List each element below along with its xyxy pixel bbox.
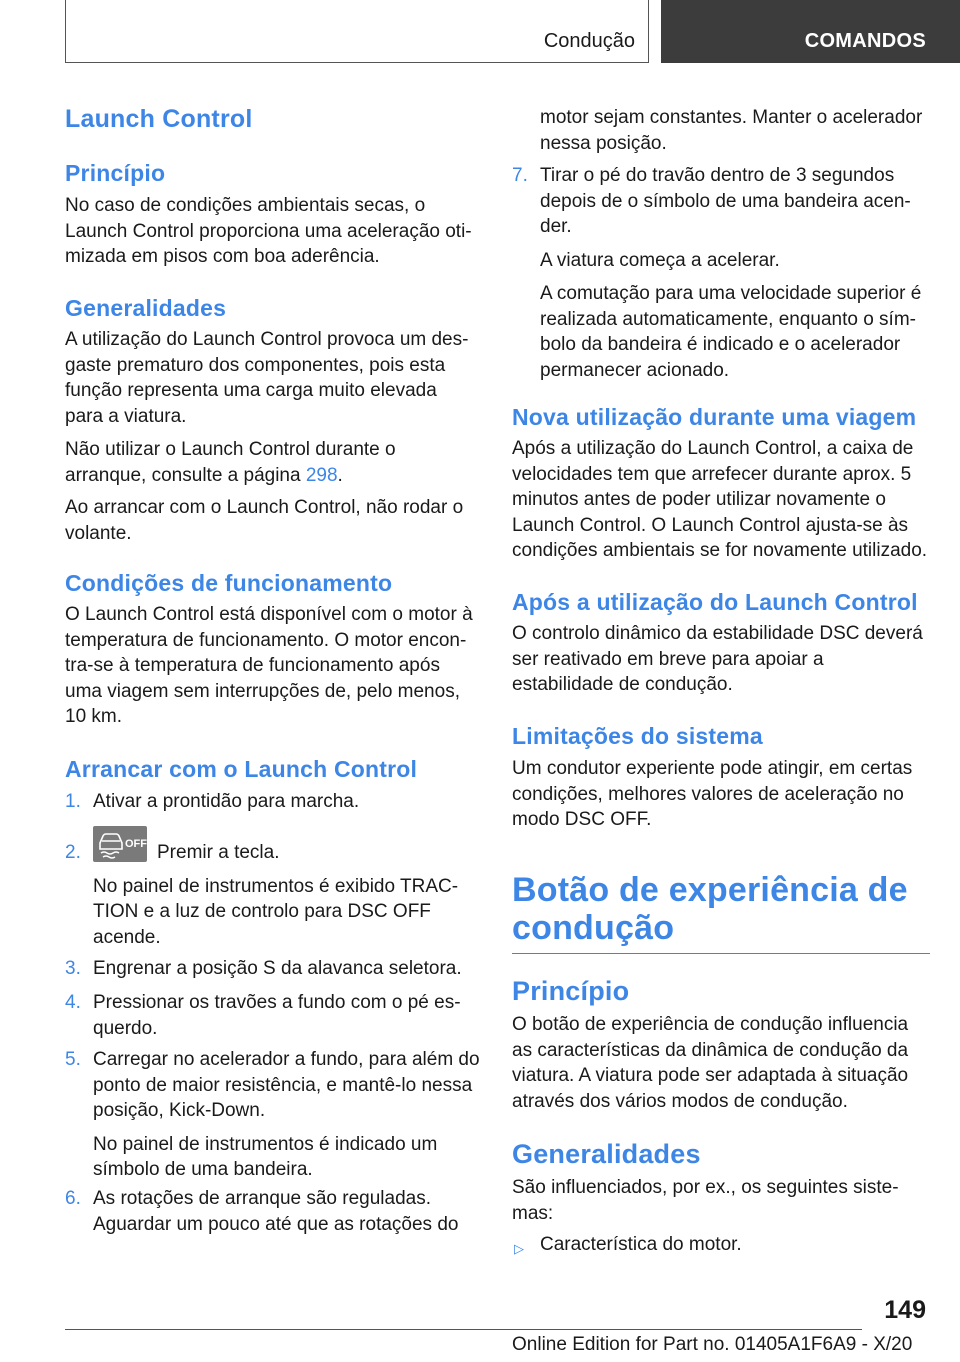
- step-2: 2. OFF Premir a tecla. No painel de instrumentos é exibido TRAC-TION e a luz de controlo para DSC OFF acende.: [65, 840, 480, 950]
- header-section-label: Condução: [543, 30, 635, 52]
- step-5: 5. Carregar no acelerador a fundo, para além do ponto de maior resistência, e mantê-lo nessa posição, Kick-Down. No painel de instrumentos é indicado um símbolo de uma bandeira.: [65, 1049, 480, 1180]
- step-1: 1. Ativar a prontidão para marcha.: [65, 791, 360, 812]
- header-chapter-tab: [661, 0, 960, 63]
- nova-utilizacao-heading: Nova utilização durante uma viagem: [512, 404, 917, 430]
- apos-utilizacao-heading: Após a utilização do Launch Control: [512, 589, 918, 615]
- condicoes-paragraph: O Launch Control está disponível com o motor à temperatura de funcionamento. O motor encon-tra-se à temperatura de funcionamento após uma viagem sem interrupções de, pelo menos, 10 km.: [65, 604, 473, 727]
- arrancar-heading: Arrancar com o Launch Control: [65, 756, 418, 782]
- svg-text:OFF: OFF: [125, 838, 147, 850]
- generalidades-heading-2: Generalidades: [512, 1139, 701, 1169]
- generalidades-paragraph-2: Não utilizar o Launch Control durante o arranque, consulte a página 298.: [65, 439, 396, 486]
- condicoes-heading: Condições de funcionamento: [65, 570, 393, 596]
- bullet-triangle-icon: ▷: [514, 1241, 524, 1256]
- generalidades-paragraph-4: São influenciados, por ex., os seguintes siste-mas:: [512, 1177, 899, 1224]
- apos-utilizacao-paragraph: O controlo dinâmico da estabilidade DSC deverá ser reativado em breve para apoiar a estabilidade de condução.: [512, 623, 923, 695]
- page-298-link[interactable]: 298: [305, 464, 338, 486]
- page-number: 149: [884, 1296, 926, 1324]
- header-section-tab: [65, 0, 649, 63]
- step-6: 6. As rotações de arranque são reguladas. Aguardar um pouco até que as rotações do: [65, 1188, 459, 1235]
- dsc-off-button-icon: [93, 826, 147, 862]
- footer-edition: Online Edition for Part no. 01405A1F6A9 - X/20: [512, 1334, 913, 1355]
- nova-utilizacao-paragraph: Após a utilização do Launch Control, a caixa de velocidades tem que arrefecer durante aprox. 5 minutos antes de poder utilizar novamente o Launch Control. O Launch Control ajusta-se às condições ambientais se for novamente utilizado.: [512, 438, 928, 561]
- step-6-continued: motor sejam constantes. Manter o acelerador nessa posição.: [540, 107, 923, 154]
- footer-divider: [65, 1329, 862, 1330]
- principio-heading-2: Princípio: [512, 976, 630, 1006]
- step-4: 4. Pressionar os travões a fundo com o pé es-querdo.: [65, 992, 461, 1039]
- bullet-item: ▷ Característica do motor.: [512, 1232, 930, 1258]
- principio-paragraph: No caso de condições ambientais secas, o Launch Control proporciona uma aceleração oti-mizada em pisos com boa aderência.: [65, 195, 472, 267]
- principio-heading: Princípio: [65, 160, 166, 186]
- generalidades-paragraph-3: Ao arrancar com o Launch Control, não rodar o volante.: [65, 497, 464, 544]
- limitacoes-heading: Limitações do sistema: [512, 723, 763, 749]
- botao-experiencia-title: Botão de experiência de condução: [512, 871, 930, 954]
- limitacoes-paragraph: Um condutor experiente pode atingir, em certas condições, melhores valores de aceleração no modo DSC OFF.: [512, 758, 913, 830]
- principio-paragraph-2: O botão de experiência de condução influencia as características da dinâmica de condução da viatura. A viatura pode ser adaptada à situação através dos vários modos de condução.: [512, 1014, 909, 1112]
- launch-control-title: Launch Control: [65, 105, 253, 133]
- step-7: 7. Tirar o pé do travão dentro de 3 segundos depois de o símbolo de uma bandeira acen-der. A viatura começa a acelerar. A comutação para uma velocidade superior é realizada automaticamente, enquanto o sím-bolo da bandeira é indicado e o acelerador permanecer acionado.: [512, 165, 922, 381]
- generalidades-paragraph-1: A utilização do Launch Control provoca um des-gaste prematuro dos componentes, pois esta função representa uma carga muito elevada para a viatura.: [65, 329, 469, 427]
- generalidades-heading: Generalidades: [65, 295, 227, 321]
- header-chapter-label: COMANDOS: [804, 30, 926, 52]
- step-3: 3. Engrenar a posição S da alavanca seletora.: [65, 958, 462, 979]
